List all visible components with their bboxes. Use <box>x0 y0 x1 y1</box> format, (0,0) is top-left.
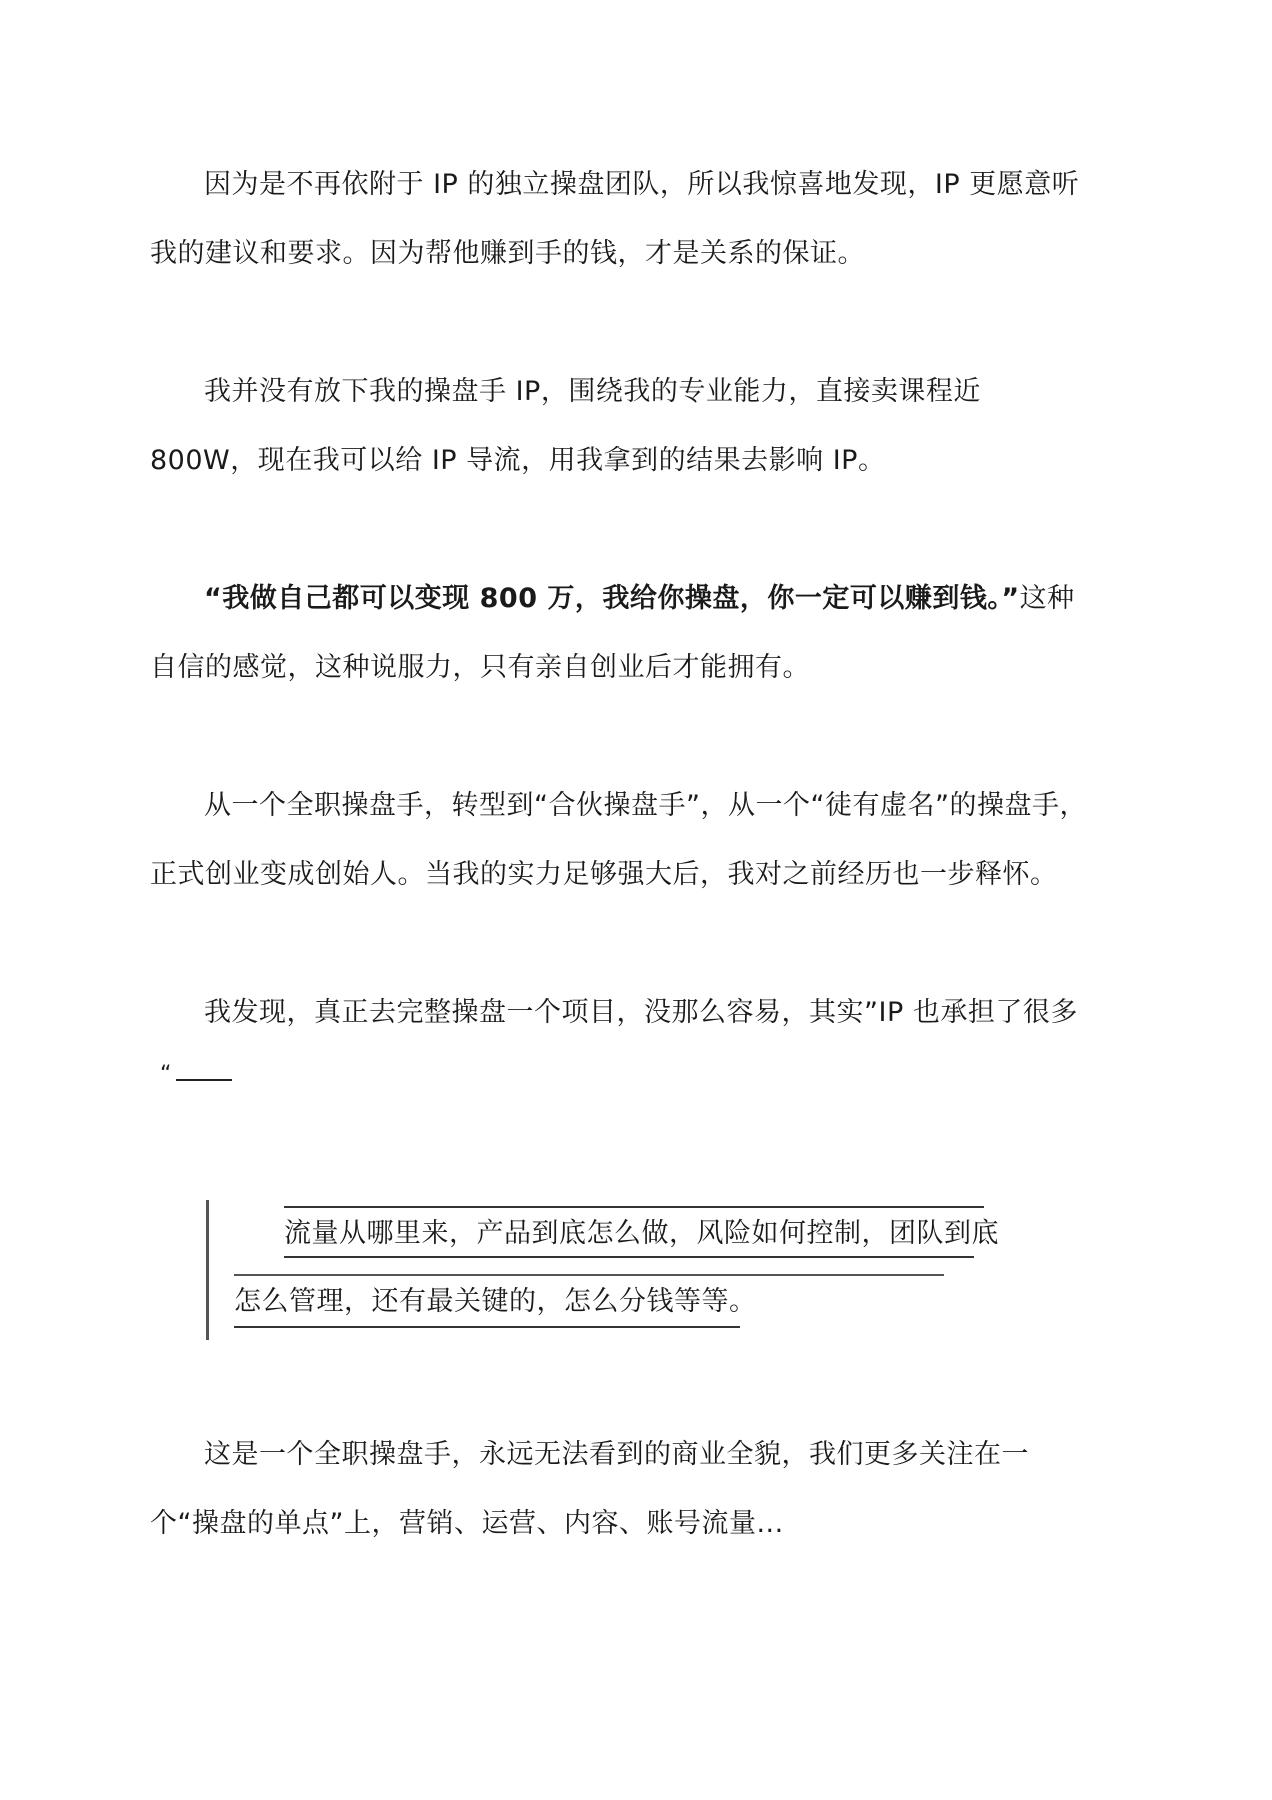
paragraph-text: 从一个全职操盘手，转型到“合伙操盘手”，从一个“徒有虚名”的操盘手，正式创业变成创始人。当我的实力足够强大后，我对之前经历也一步释怀。 <box>150 790 1087 890</box>
paragraph-discovery <box>150 978 1090 1047</box>
paragraph-text: 我发现，真正去完整操盘一个项目，没那么容易，其实”IP 也承担了很多 <box>204 997 1078 1028</box>
continuation-quote-mark: “ <box>160 1062 172 1087</box>
clipping-overline-2 <box>234 1274 944 1276</box>
paragraph-text: 这种自信的感觉，这种说服力，只有亲自创业后才能拥有。 <box>150 583 1075 683</box>
clipping-underline-1 <box>284 1256 974 1258</box>
bold-quote: “我做自己都可以变现 800 万，我给你操盘，你一定可以赚到钱。” <box>204 583 1020 614</box>
pasted-text-clipping <box>206 1196 999 1348</box>
continuation-dash-line <box>176 1079 232 1081</box>
paragraph-independent-team <box>150 150 1090 288</box>
paragraph-text: 因为是不再依附于 IP 的独立操盘团队，所以我惊喜地发现，IP 更愿意听我的建议和要求。因为帮他赚到手的钱，才是关系的保证。 <box>150 169 1080 269</box>
paragraph-business-view <box>150 1420 1090 1558</box>
clipping-left-border <box>206 1200 209 1340</box>
clipping-bottom-rule <box>234 1326 740 1328</box>
clipping-line-2: 怎么管理，还有最关键的，怎么分钱等等。 <box>234 1286 757 1317</box>
paragraph-text: 我并没有放下我的操盘手 IP，围绕我的专业能力，直接卖课程近 800W，现在我可以给 IP 导流，用我拿到的结果去影响 IP。 <box>150 376 981 476</box>
paragraph-operator-ip <box>150 357 1090 495</box>
paragraph-text: 这是一个全职操盘手，永远无法看到的商业全貌，我们更多关注在一个“操盘的单点”上，营销、运营、内容、账号流量... <box>150 1439 1029 1539</box>
clipping-top-rule <box>284 1206 984 1208</box>
clipping-line-1: 流量从哪里来，产品到底怎么做，风险如何控制，团队到底 <box>284 1218 999 1249</box>
paragraph-transformation <box>150 771 1090 909</box>
paragraph-confidence <box>150 564 1090 702</box>
